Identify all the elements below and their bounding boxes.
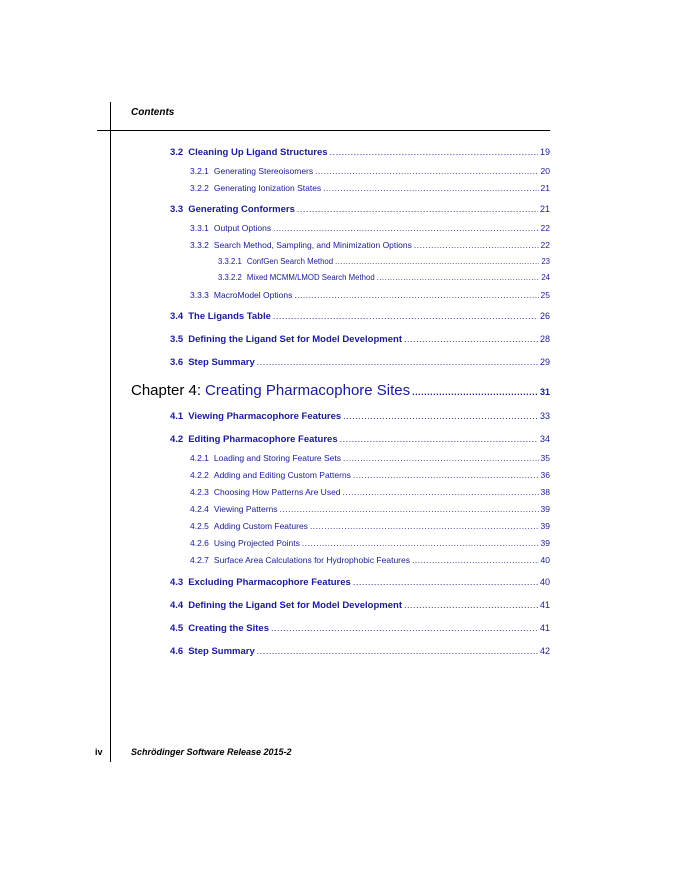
leader-dots	[353, 577, 538, 587]
toc-number: 3.4	[170, 311, 184, 322]
toc-page: 41	[539, 623, 550, 633]
toc-title: Generating Stereoisomers	[213, 166, 314, 176]
toc-title: Search Method, Sampling, and Minimization Options	[213, 240, 412, 250]
toc-page: 40	[539, 577, 550, 587]
toc-entry-3-2-1[interactable]	[190, 166, 550, 176]
leader-dots	[294, 290, 538, 300]
toc-title: Creating the Sites	[188, 623, 269, 634]
toc-number: 4.2	[170, 434, 184, 445]
running-header-title: Contents	[131, 107, 175, 118]
toc-entry-4-6[interactable]	[170, 646, 550, 657]
leader-dots	[404, 600, 538, 610]
toc-title: Choosing How Patterns Are Used	[213, 487, 341, 497]
leader-dots	[412, 555, 539, 565]
toc-number: 4.3	[170, 577, 184, 588]
toc-title: ConfGen Search Method	[246, 257, 334, 266]
toc-title: Editing Pharmacophore Features	[188, 434, 338, 445]
toc-entry-4-2-1[interactable]	[190, 453, 550, 463]
toc-entry-3-3-3[interactable]	[190, 290, 550, 300]
toc-entry-3-2[interactable]	[170, 147, 550, 158]
leader-dots	[412, 387, 538, 397]
leader-dots	[315, 166, 538, 176]
toc-number: 4.2.3	[190, 487, 209, 497]
toc-entry-4-2-3[interactable]	[190, 487, 550, 497]
toc-page: 25	[540, 290, 550, 300]
toc-number: 4.2.7	[190, 555, 209, 565]
leader-dots	[273, 223, 538, 233]
toc-number: 3.3.2	[190, 240, 209, 250]
leader-dots	[323, 183, 538, 193]
toc-title: MacroModel Options	[213, 290, 293, 300]
leader-dots	[330, 147, 538, 157]
toc-number: 4.2.4	[190, 504, 209, 514]
toc-number: 3.2.1	[190, 166, 209, 176]
toc-page: 41	[539, 600, 550, 610]
toc-entry-3-2-2[interactable]	[190, 183, 550, 193]
toc-page: 21	[540, 183, 550, 193]
toc-title: Viewing Pharmacophore Features	[188, 411, 342, 422]
toc-entry-4-1[interactable]	[170, 411, 550, 422]
toc-title: Loading and Storing Feature Sets	[213, 453, 342, 463]
toc-page: 19	[539, 147, 550, 157]
toc-title: Step Summary	[188, 646, 255, 657]
leader-dots	[302, 538, 539, 548]
toc-entry-4-3[interactable]	[170, 577, 550, 588]
toc-number: 3.3	[170, 204, 184, 215]
footer-page-number: iv	[95, 747, 103, 757]
toc-entry-chapter-4[interactable]	[131, 382, 550, 399]
toc-title: Defining the Ligand Set for Model Development	[188, 334, 402, 345]
toc-page: 29	[539, 357, 550, 367]
toc-page: 21	[539, 204, 550, 214]
chapter-title: Creating Pharmacophore Sites	[205, 382, 411, 399]
footer-release-text: Schrödinger Software Release 2015-2	[131, 747, 292, 757]
toc-title: Adding and Editing Custom Patterns	[213, 470, 351, 480]
toc-title: The Ligands Table	[188, 311, 271, 322]
toc-entry-4-2[interactable]	[170, 434, 550, 445]
leader-dots	[404, 334, 538, 344]
toc-number: 3.3.1	[190, 223, 209, 233]
header-rule	[97, 130, 550, 131]
toc-entry-3-3-2-2[interactable]	[218, 273, 550, 282]
toc-number: 4.2.6	[190, 538, 209, 548]
toc-number: 3.3.3	[190, 290, 209, 300]
toc-title: Generating Ionization States	[213, 183, 322, 193]
toc-page: 38	[540, 487, 550, 497]
toc-entry-3-5[interactable]	[170, 334, 550, 345]
toc-number: 3.2	[170, 147, 184, 158]
toc-entry-3-3-2[interactable]	[190, 240, 550, 250]
leader-dots	[343, 453, 539, 463]
toc-number: 4.5	[170, 623, 184, 634]
toc-number: 4.4	[170, 600, 184, 611]
toc-page: 20	[540, 166, 550, 176]
toc-number: 4.2.2	[190, 470, 209, 480]
toc-page: 22	[540, 240, 550, 250]
toc-title: Defining the Ligand Set for Model Development	[188, 600, 402, 611]
leader-dots	[335, 257, 539, 266]
toc-entry-3-3-1[interactable]	[190, 223, 550, 233]
toc-page: 39	[540, 538, 550, 548]
toc-page: 24	[541, 273, 550, 282]
toc-entry-4-2-2[interactable]	[190, 470, 550, 480]
toc-entry-3-3-2-1[interactable]	[218, 257, 550, 266]
toc-entry-4-2-5[interactable]	[190, 521, 550, 531]
toc-page: 35	[540, 453, 550, 463]
leader-dots	[280, 504, 539, 514]
toc-page: 22	[540, 223, 550, 233]
toc-number: 4.6	[170, 646, 184, 657]
toc-entry-4-2-7[interactable]	[190, 555, 550, 565]
leader-dots	[310, 521, 539, 531]
toc-entry-4-4[interactable]	[170, 600, 550, 611]
toc-title: Output Options	[213, 223, 272, 233]
leader-dots	[297, 204, 538, 214]
leader-dots	[343, 411, 538, 421]
leader-dots	[377, 273, 540, 282]
toc-title: Surface Area Calculations for Hydrophobic Features	[213, 555, 410, 565]
toc-page: 34	[539, 434, 550, 444]
toc-number: 3.3.2.2	[218, 273, 242, 282]
toc-number: 4.2.1	[190, 453, 209, 463]
leader-dots	[343, 487, 539, 497]
chapter-number: Chapter 4:	[131, 382, 202, 399]
toc-number: 3.6	[170, 357, 184, 368]
toc-title: Viewing Patterns	[213, 504, 278, 514]
toc-page: 42	[539, 646, 550, 656]
toc-entry-3-3[interactable]	[170, 204, 550, 215]
toc-entry-4-5[interactable]	[170, 623, 550, 634]
toc-page: 31	[539, 387, 550, 397]
toc-title: Step Summary	[188, 357, 255, 368]
toc-entry-4-2-6[interactable]	[190, 538, 550, 548]
toc-page: 26	[539, 311, 550, 321]
toc-page: 39	[540, 521, 550, 531]
toc-number: 3.2.2	[190, 183, 209, 193]
toc-number: 3.3.2.1	[218, 257, 242, 266]
toc-entry-3-6[interactable]	[170, 357, 550, 368]
leader-dots	[257, 646, 538, 656]
leader-dots	[257, 357, 538, 367]
toc-page: 28	[539, 334, 550, 344]
toc-title: Cleaning Up Ligand Structures	[188, 147, 328, 158]
toc-title: Using Projected Points	[213, 538, 300, 548]
toc-number: 4.2.5	[190, 521, 209, 531]
toc-page: 33	[539, 411, 550, 421]
toc-entry-3-4[interactable]	[170, 311, 550, 322]
toc-title: Excluding Pharmacophore Features	[188, 577, 351, 588]
toc-page: 23	[541, 257, 550, 266]
toc-entry-4-2-4[interactable]	[190, 504, 550, 514]
toc-title: Generating Conformers	[188, 204, 295, 215]
toc-number: 3.5	[170, 334, 184, 345]
leader-dots	[271, 623, 538, 633]
toc-page: 36	[540, 470, 550, 480]
leader-dots	[273, 311, 538, 321]
toc-page: 40	[540, 555, 550, 565]
toc-title: Mixed MCMM/LMOD Search Method	[246, 273, 375, 282]
leader-dots	[353, 470, 539, 480]
toc-title: Adding Custom Features	[213, 521, 308, 531]
left-vertical-rule	[110, 102, 111, 762]
toc-page: 39	[540, 504, 550, 514]
leader-dots	[340, 434, 538, 444]
toc-number: 4.1	[170, 411, 184, 422]
leader-dots	[414, 240, 539, 250]
